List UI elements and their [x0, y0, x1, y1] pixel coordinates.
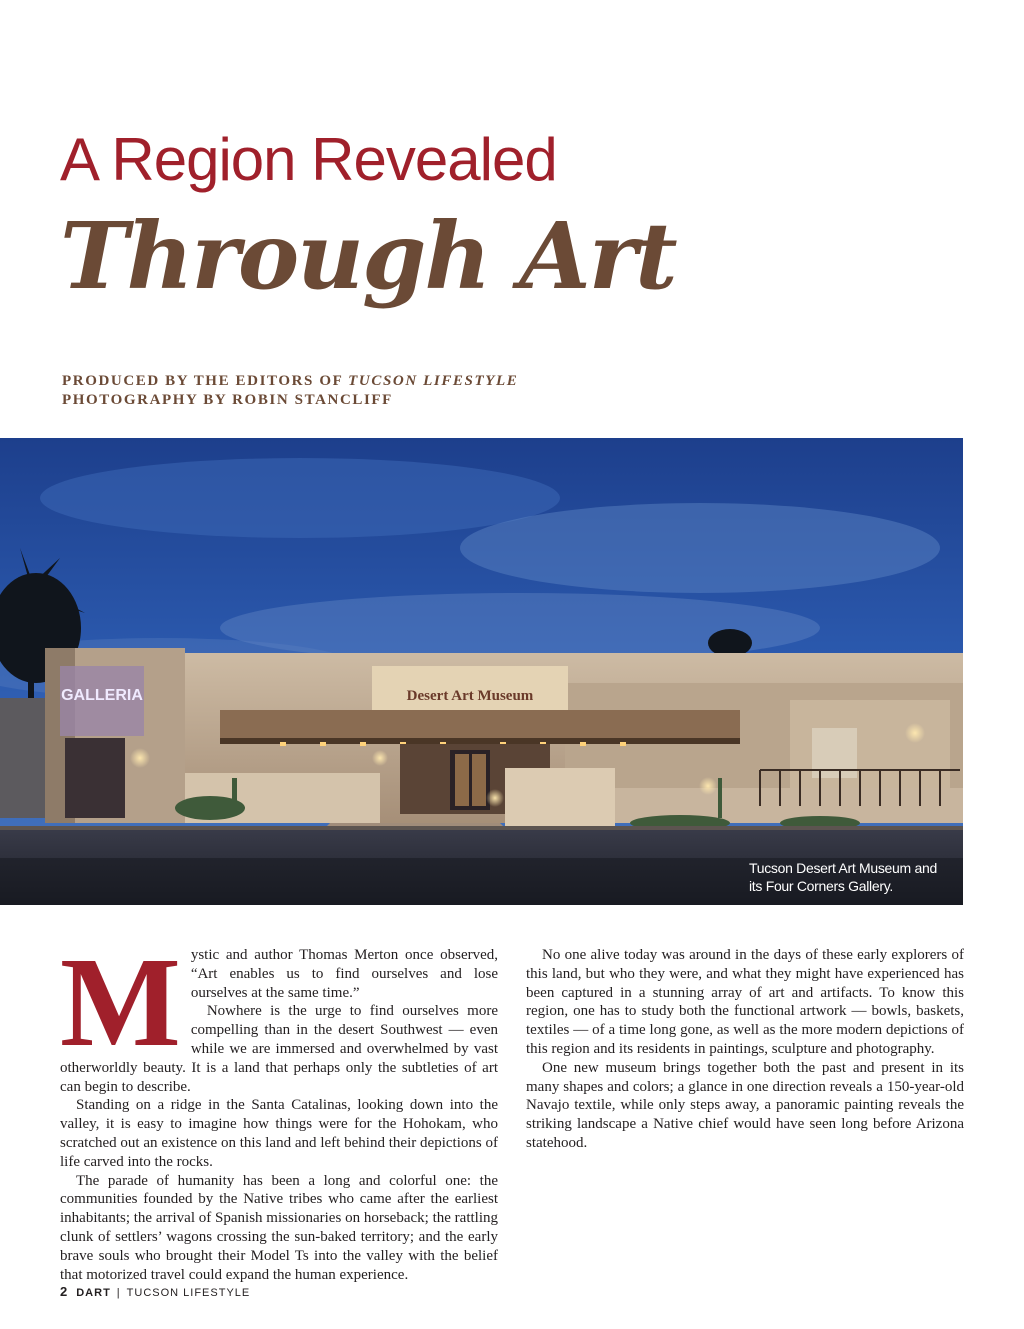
footer-section: DART: [76, 1287, 111, 1299]
article-paragraph: Nowhere is the urge to find ourselves more compelling than in the desert Southwest — even while we are immersed and overwhelmed by vast otherworldly beauty. It is a land that perhaps only the subtleties of art can begin to describe.: [60, 1003, 498, 1095]
article-column-right: [526, 946, 964, 1153]
page-number: 2: [60, 1284, 69, 1299]
museum-photo-illustration: [0, 438, 963, 905]
article-paragraph: One new museum brings together both the past and present in its many shapes and colors; a glance in one direction reveals a 150-year-old Navajo textile, while only steps away, a panoramic painting reveals the striking landscape a Native chief would have seen long before Arizona statehood.: [526, 1059, 964, 1151]
photo-caption: Tucson Desert Art Museum and its Four Corners Gallery.: [749, 860, 937, 894]
credit-prefix: PRODUCED BY THE EDITORS OF: [62, 373, 349, 389]
article-paragraph: The parade of humanity has been a long and colorful one: the communities founded by the Native tribes who came after the earliest inhabitants; the arrival of Spanish missionaries on horseback; the rattling clunk of settlers’ wagons crossing the sun-baked territory; and the early brave souls who brought their Model Ts into the valley with the belief that motorized travel could expand the human experience.: [60, 1172, 498, 1283]
article-paragraph: No one alive today was around in the days of these early explorers of this land, but who they were, and what they might have experienced has been captured in a stunning array of art and artifacts. To know this region, one has to study both the functional artwork — bowls, baskets, textiles — of a time long gone, as well as the more modern depictions of this region and its residents in paintings, sculpture and photography.: [526, 947, 964, 1057]
credit-publication: TUCSON LIFESTYLE: [348, 373, 519, 389]
title-line-2: Through Art: [60, 202, 676, 310]
credit-photography: PHOTOGRAPHY BY ROBIN STANCLIFF: [62, 392, 393, 408]
drop-cap: M: [60, 931, 181, 1073]
footer-separator: |: [116, 1287, 121, 1299]
page-footer: [60, 1284, 250, 1299]
article-column-left: [60, 931, 498, 1284]
galleria-sign-text: GALLERIA: [61, 687, 143, 704]
credits: [62, 372, 518, 410]
museum-photo: [0, 438, 963, 905]
paragraph-text: ystic and author Thomas Merton once observed, “Art enables us to find ourselves and lose ourselves at the same time.”: [190, 947, 498, 1001]
article-paragraph: Standing on a ridge in the Santa Catalinas, looking down into the valley, it is easy to imagine how things were for the Hohokam, who scratched out an existence on this land and left behind their depictions of life carved into the rocks.: [60, 1097, 498, 1170]
museum-sign-text: Desert Art Museum: [406, 688, 534, 704]
title-line-1: A Region Revealed: [60, 126, 557, 193]
credit-editors: [62, 372, 518, 391]
footer-magazine: TUCSON LIFESTYLE: [126, 1287, 251, 1299]
